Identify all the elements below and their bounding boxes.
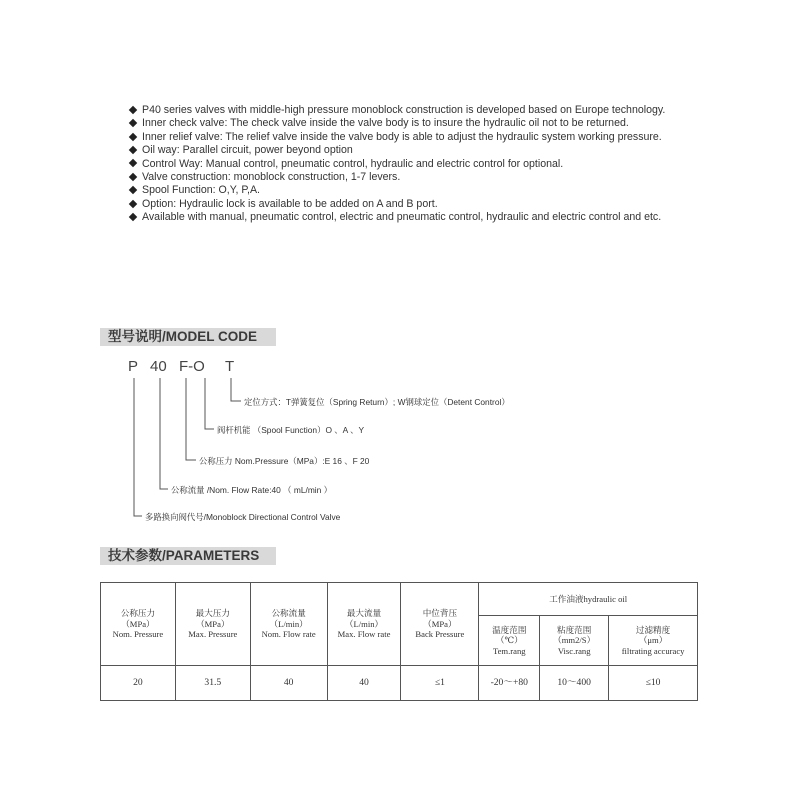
parameters-table xyxy=(100,582,698,701)
column-header: 中位背压 （MPa） Back Pressure xyxy=(401,583,479,666)
model-code-part-detent: T xyxy=(225,358,235,375)
column-header: 公称流量 （L/min） Nom. Flow rate xyxy=(250,583,327,666)
model-code-label-pressure: 公称压力 Nom.Pressure（MPa）:E 16 、F 20 xyxy=(199,456,370,466)
column-header: 公称压力 （MPa） Nom. Pressure xyxy=(101,583,176,666)
model-code-label-valve: 多路换向阀代号/Monoblock Directional Control Valve xyxy=(145,512,341,522)
feature-item: Inner relief valve: The relief valve inside the valve body is able to adjust the hydraulic system working pressure. xyxy=(104,131,700,144)
feature-item: Oil way: Parallel circuit, power beyond option xyxy=(104,144,700,157)
model-code-label-flow: 公称流量 /Nom. Flow Rate:40 （ mL/min ） xyxy=(171,485,333,495)
group-header: 工作油液hydraulic oil xyxy=(479,583,698,616)
model-code-part-pressure-spool: F-O xyxy=(179,358,205,375)
table-cell: 40 xyxy=(250,666,327,701)
table-row xyxy=(101,666,698,701)
column-header: 过滤精度 （μm） filtrating accuracy xyxy=(609,616,698,666)
feature-item: Available with manual, pneumatic control, electric and pneumatic control, hydraulic and electric control and etc. xyxy=(104,211,700,224)
model-code-label-detent: 定位方式：T弹簧复位（Spring Return）; W钢球定位（Detent Control） xyxy=(244,397,510,407)
table-cell: 31.5 xyxy=(175,666,250,701)
column-header: 最大流量 （L/min） Max. Flow rate xyxy=(327,583,401,666)
table-cell: ≤1 xyxy=(401,666,479,701)
feature-item: Option: Hydraulic lock is available to be added on A and B port. xyxy=(104,198,700,211)
table-cell: 20 xyxy=(101,666,176,701)
table-cell: -20～+80 xyxy=(479,666,540,701)
model-code-label-spool: 阀杆机能 （Spool Function）O 、A 、Y xyxy=(217,425,365,435)
column-header: 粘度范围 （mm2/S） Visc.rang xyxy=(540,616,609,666)
table-header-row xyxy=(101,583,698,616)
feature-item: Control Way: Manual control, pneumatic control, hydraulic and electric control for optional. xyxy=(104,158,700,171)
column-header: 最大压力 （MPa） Max. Pressure xyxy=(175,583,250,666)
parameters-header: 技术参数/PARAMETERS xyxy=(100,547,276,565)
column-header: 温度范围 （℃） Tem.rang xyxy=(479,616,540,666)
table-cell: 10～400 xyxy=(540,666,609,701)
feature-item: Valve construction: monoblock construction, 1-7 levers. xyxy=(104,171,700,184)
model-code-part-flow: 40 xyxy=(150,358,167,375)
model-code-header: 型号说明/MODEL CODE xyxy=(100,328,276,346)
model-code-part-series: P xyxy=(128,358,139,375)
table-cell: 40 xyxy=(327,666,401,701)
feature-item: Inner check valve: The check valve inside the valve body is to insure the hydraulic oil not to be returned. xyxy=(104,117,700,130)
feature-item: P40 series valves with middle-high pressure monoblock construction is developed based on Europe technology. xyxy=(104,104,700,117)
feature-item: Spool Function: O,Y, P,A. xyxy=(104,184,700,197)
table-cell: ≤10 xyxy=(609,666,698,701)
